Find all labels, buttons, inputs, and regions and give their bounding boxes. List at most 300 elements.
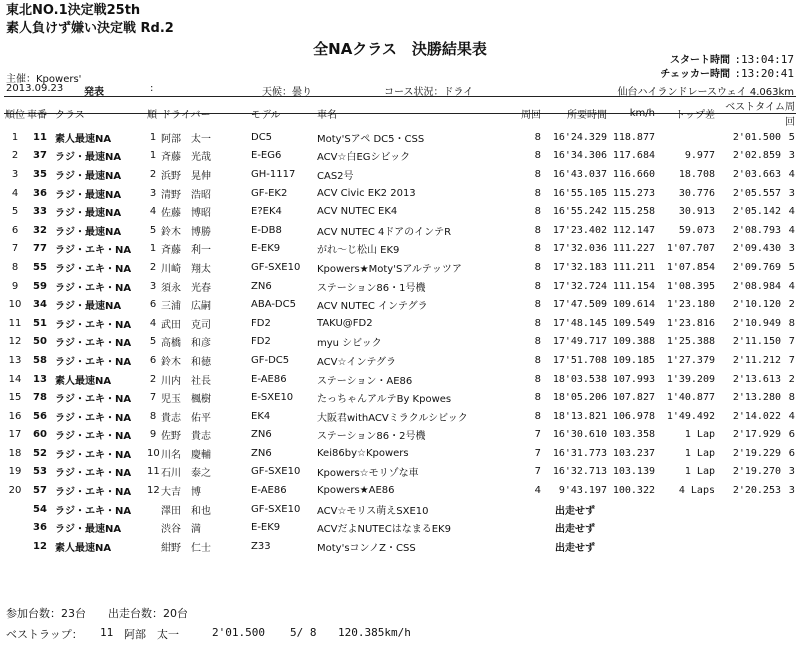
cell-laps: 8 bbox=[534, 224, 541, 236]
cell-best-lap-number: 3 bbox=[788, 466, 795, 478]
cell-car-name: ACVだよNUTECはなまるEK9 bbox=[317, 524, 451, 536]
cell-driver: 鈴木 博勝 bbox=[161, 226, 211, 238]
table-row bbox=[4, 370, 796, 389]
cell-best-lap-number: 2 bbox=[788, 373, 795, 385]
cell-total-time: 17'49.717 bbox=[552, 336, 607, 348]
cell-best-lap: 2'10.120 bbox=[732, 299, 781, 311]
cell-best-lap: 2'08.984 bbox=[732, 280, 781, 292]
cell-best-lap: 2'13.280 bbox=[732, 392, 781, 404]
cell-model: GF-EK2 bbox=[251, 187, 288, 199]
cell-best-lap: 2'10.949 bbox=[732, 317, 781, 329]
cell-model: Z33 bbox=[251, 540, 271, 552]
cell-class: ラジ・エキ・NA bbox=[55, 468, 132, 480]
cell-best-lap-number: 8 bbox=[788, 317, 795, 329]
cell-position bbox=[4, 518, 26, 537]
weather: 天候：曇り bbox=[262, 87, 312, 98]
cell-class: ラジ・最速NA bbox=[55, 301, 122, 313]
cell-car-name: ステーション86・1号機 bbox=[317, 282, 426, 294]
cell-position: 16 bbox=[8, 410, 22, 422]
cell-class: ラジ・エキ・NA bbox=[55, 487, 132, 499]
cell-total-time: 18'03.538 bbox=[552, 373, 607, 385]
cell-class-position: 1 bbox=[149, 243, 157, 255]
cell-class: ラジ・最速NA bbox=[55, 152, 122, 164]
col-header: km/h bbox=[629, 107, 655, 119]
cell-gap: 1'23.816 bbox=[666, 317, 715, 329]
cell-car-number: 36 bbox=[33, 187, 47, 199]
cell-class: ラジ・エキ・NA bbox=[55, 505, 132, 517]
cell-best-lap: 2'01.500 bbox=[732, 131, 781, 143]
cell-total-time: 16'43.037 bbox=[552, 168, 607, 180]
cell-model: ZN6 bbox=[251, 280, 272, 292]
start-time-value: :13:04:17 bbox=[734, 53, 794, 66]
cell-speed: 111.154 bbox=[612, 280, 655, 292]
cell-car-name: ACV☆白EGシビック bbox=[317, 152, 411, 164]
cell-car-number: 54 bbox=[33, 503, 47, 515]
cell-model: E-SXE10 bbox=[251, 392, 294, 404]
col-header: トップ差 bbox=[675, 109, 715, 121]
cell-total-time: 16'34.306 bbox=[552, 150, 607, 162]
cell-model: GF-SXE10 bbox=[251, 503, 301, 515]
col-header: 周回 bbox=[521, 109, 541, 121]
cell-position bbox=[4, 537, 26, 556]
cell-best-lap: 2'09.430 bbox=[732, 243, 781, 255]
cell-speed: 109.388 bbox=[612, 336, 655, 348]
checker-time bbox=[650, 67, 794, 82]
cell-gap: 1'07.854 bbox=[666, 261, 715, 273]
cell-best-lap: 2'03.663 bbox=[732, 168, 781, 180]
header-row bbox=[4, 98, 796, 128]
cell-speed: 118.877 bbox=[612, 131, 655, 143]
cell-gap: 1 Lap bbox=[684, 429, 715, 441]
cell-class: ラジ・最速NA bbox=[55, 208, 122, 220]
checker-time-value: :13:20:41 bbox=[734, 67, 794, 80]
cell-laps: 8 bbox=[534, 280, 541, 292]
cell-best-lap: 2'14.022 bbox=[732, 410, 781, 422]
header-rule-top bbox=[4, 96, 796, 97]
cell-position: 6 bbox=[11, 224, 19, 236]
col-header: ドライバー bbox=[161, 109, 211, 121]
cell-total-time: 17'32.036 bbox=[552, 243, 607, 255]
table-row bbox=[4, 518, 796, 537]
cell-laps: 8 bbox=[534, 131, 541, 143]
cell-position: 20 bbox=[8, 485, 22, 497]
cell-car-number: 78 bbox=[33, 392, 47, 404]
cell-driver: 大吉 博 bbox=[161, 487, 201, 499]
cell-car-name: Kei86by☆Kpowers bbox=[317, 447, 409, 459]
cell-best-lap: 2'13.613 bbox=[732, 373, 781, 385]
cell-position: 14 bbox=[8, 373, 22, 385]
cell-best-lap-number: 7 bbox=[788, 336, 795, 348]
cell-class: ラジ・エキ・NA bbox=[55, 412, 132, 424]
cell-best-lap-number: 4 bbox=[788, 206, 795, 218]
cell-driver: 斉藤 光哉 bbox=[161, 152, 211, 164]
circuit: 仙台ハイランドレースウェイ 4.063km bbox=[617, 87, 794, 98]
cell-best-lap-number: 4 bbox=[788, 224, 795, 236]
cell-class: ラジ・エキ・NA bbox=[55, 263, 132, 275]
cell-driver: 清野 浩昭 bbox=[161, 189, 211, 201]
cell-speed bbox=[608, 537, 656, 556]
cell-best-lap: 2'11.150 bbox=[732, 336, 781, 348]
cell-position: 7 bbox=[11, 243, 19, 255]
cell-class-position: 1 bbox=[149, 150, 157, 162]
cell-car-number: 32 bbox=[33, 224, 47, 236]
col-header: 所要時間 bbox=[567, 109, 607, 121]
cell-laps: 8 bbox=[534, 410, 541, 422]
cell-position: 15 bbox=[8, 392, 22, 404]
cell-gap: 1'27.379 bbox=[666, 354, 715, 366]
cell-total-time: 16'24.329 bbox=[552, 131, 607, 143]
cell-speed bbox=[608, 518, 656, 537]
cell-class-position: 2 bbox=[149, 168, 157, 180]
cell-class-position bbox=[146, 500, 160, 519]
cell-laps: 8 bbox=[534, 336, 541, 348]
cell-total-time: 17'47.509 bbox=[552, 299, 607, 311]
cell-best-lap-number: 5 bbox=[788, 261, 795, 273]
date: 2013.09.23 bbox=[6, 83, 64, 94]
table-row bbox=[4, 314, 796, 333]
cell-car-number: 34 bbox=[33, 299, 47, 311]
cell-laps: 8 bbox=[534, 243, 541, 255]
cell-model: E-EK9 bbox=[251, 243, 281, 255]
cell-position: 12 bbox=[8, 336, 22, 348]
cell-total-time: 16'32.713 bbox=[552, 466, 607, 478]
cell-class: ラジ・エキ・NA bbox=[55, 431, 132, 443]
organizer: 主催：Kpowers' bbox=[6, 74, 82, 85]
table-row bbox=[4, 221, 796, 240]
cell-gap: 1 Lap bbox=[684, 466, 715, 478]
results-table bbox=[4, 98, 796, 556]
cell-class: ラジ・エキ・NA bbox=[55, 449, 132, 461]
table-row bbox=[4, 463, 796, 482]
cell-class-position bbox=[146, 537, 160, 556]
best-lap-driver: 阿部 太一 bbox=[124, 628, 179, 641]
cell-class-position: 8 bbox=[149, 410, 157, 422]
cell-laps: 7 bbox=[534, 447, 541, 459]
cell-class-position: 1 bbox=[149, 131, 157, 143]
cell-model: GF-DC5 bbox=[251, 354, 290, 366]
cell-car-number: 59 bbox=[33, 280, 47, 292]
table-row bbox=[4, 147, 796, 166]
table-row bbox=[4, 240, 796, 259]
cell-model: FD2 bbox=[251, 317, 271, 329]
cell-best-lap: 2'11.212 bbox=[732, 354, 781, 366]
table-row bbox=[4, 500, 796, 519]
cell-best-lap: 2'20.253 bbox=[732, 485, 781, 497]
cell-best-lap-number: 2 bbox=[788, 299, 795, 311]
cell-speed: 111.211 bbox=[612, 261, 655, 273]
cell-car-name: ACV NUTEC インテグラ bbox=[317, 301, 428, 313]
cell-speed: 112.147 bbox=[612, 224, 655, 236]
cell-driver: 石川 泰之 bbox=[161, 468, 211, 480]
cell-position: 10 bbox=[8, 299, 22, 311]
col-header: モデル bbox=[251, 109, 281, 121]
cell-car-name: Kpowers☆モリゾな車 bbox=[317, 468, 419, 480]
table-row bbox=[4, 388, 796, 407]
cell-gap: 1'07.707 bbox=[666, 243, 715, 255]
cell-model: EK4 bbox=[251, 410, 271, 422]
cell-best-lap: 2'17.929 bbox=[732, 429, 781, 441]
cell-gap: 1'39.209 bbox=[666, 373, 715, 385]
col-header: クラス bbox=[55, 109, 85, 121]
table-row bbox=[4, 351, 796, 370]
cell-car-number: 77 bbox=[33, 243, 47, 255]
cell-best-lap-number: 6 bbox=[788, 429, 795, 441]
cell-driver: 浜野 晃伸 bbox=[161, 170, 211, 182]
best-lap-car-no: 11 bbox=[100, 626, 114, 639]
cell-total-time: 17'51.708 bbox=[552, 354, 607, 366]
cell-driver: 川内 社長 bbox=[161, 375, 211, 387]
cell-class-position: 2 bbox=[149, 261, 157, 273]
cell-class: ラジ・エキ・NA bbox=[55, 338, 132, 350]
start-time-label: スタート時間 bbox=[670, 55, 730, 66]
cell-car-name: Moty'Sアペ DC5・CSS bbox=[317, 133, 425, 145]
cell-class: ラジ・エキ・NA bbox=[55, 319, 132, 331]
cell-speed: 115.273 bbox=[612, 187, 655, 199]
best-lap-label: ベストラップ： bbox=[6, 628, 83, 641]
cell-gap: 30.776 bbox=[678, 187, 715, 199]
table-row bbox=[4, 444, 796, 463]
start-time bbox=[650, 53, 794, 68]
cell-model: FD2 bbox=[251, 336, 271, 348]
cell-laps bbox=[514, 518, 542, 537]
cell-gap: 18.708 bbox=[678, 168, 715, 180]
table-row bbox=[4, 537, 796, 556]
cell-car-name: ACV☆インテグラ bbox=[317, 356, 397, 368]
cell-car-name: ステーション・AE86 bbox=[317, 375, 413, 387]
table-row bbox=[4, 165, 796, 184]
cell-driver: 佐藤 博昭 bbox=[161, 208, 211, 220]
event-title: 東北NO.1決定戦25th bbox=[6, 3, 141, 18]
cell-class: ラジ・エキ・NA bbox=[55, 356, 132, 368]
cell-laps: 8 bbox=[534, 206, 541, 218]
cell-gap: 30.913 bbox=[678, 206, 715, 218]
cell-driver: 須永 光春 bbox=[161, 282, 211, 294]
cell-class: 素人最速NA bbox=[55, 542, 112, 554]
cell-class-position: 2 bbox=[149, 373, 157, 385]
cell-car-number: 57 bbox=[33, 485, 47, 497]
cell-total-time: 9'43.197 bbox=[558, 485, 607, 497]
page-title: 全NAクラス 決勝結果表 bbox=[313, 40, 487, 58]
cell-position: 3 bbox=[11, 168, 19, 180]
event-subtitle: 素人負けず嫌い決定戦 Rd.2 bbox=[6, 21, 174, 36]
cell-best-lap-number: 4 bbox=[788, 410, 795, 422]
cell-class-position: 3 bbox=[149, 187, 157, 199]
cell-car-name: ステーション86・2号機 bbox=[317, 431, 426, 443]
cell-class-position: 12 bbox=[147, 485, 160, 497]
cell-gap: 1'08.395 bbox=[666, 280, 715, 292]
table-row bbox=[4, 333, 796, 352]
cell-class-position: 4 bbox=[149, 206, 157, 218]
announce-colon: : bbox=[150, 83, 154, 94]
cell-total-time: 17'32.183 bbox=[552, 261, 607, 273]
cell-best-lap-number: 3 bbox=[788, 485, 795, 497]
cell-driver: 高橋 和彦 bbox=[161, 338, 211, 350]
cell-best-lap-number bbox=[782, 500, 796, 519]
table-row bbox=[4, 184, 796, 203]
cell-gap bbox=[656, 518, 716, 537]
cell-car-name: myu シビック bbox=[317, 338, 382, 350]
cell-driver: 川名 慶輔 bbox=[161, 449, 211, 461]
cell-position: 2 bbox=[11, 150, 19, 162]
cell-class-position: 9 bbox=[149, 429, 157, 441]
cell-gap bbox=[656, 128, 716, 147]
table-row bbox=[4, 481, 796, 500]
cell-total-time: 17'48.145 bbox=[552, 317, 607, 329]
cell-model: DC5 bbox=[251, 131, 273, 143]
cell-class-position: 6 bbox=[149, 299, 157, 311]
cell-car-number: 50 bbox=[33, 336, 47, 348]
cell-class-position bbox=[146, 518, 160, 537]
cell-car-name: がれ～じ松山 EK9 bbox=[317, 245, 400, 257]
cell-laps: 7 bbox=[534, 429, 541, 441]
cell-total-time: 18'13.821 bbox=[552, 410, 607, 422]
col-header: 車番 bbox=[27, 109, 47, 121]
cell-total-time: 出走せず bbox=[555, 505, 595, 517]
cell-driver: 鈴木 和徳 bbox=[161, 356, 211, 368]
cell-class: ラジ・エキ・NA bbox=[55, 394, 132, 406]
cell-car-name: Kpowers★AE86 bbox=[317, 485, 395, 497]
cell-laps: 8 bbox=[534, 168, 541, 180]
cell-driver: 紺野 仁士 bbox=[161, 542, 211, 554]
cell-speed: 109.549 bbox=[612, 317, 655, 329]
cell-class: ラジ・エキ・NA bbox=[55, 282, 132, 294]
cell-gap: 4 Laps bbox=[678, 485, 715, 497]
table-row bbox=[4, 277, 796, 296]
cell-total-time: 18'05.206 bbox=[552, 392, 607, 404]
cell-gap: 1'40.877 bbox=[666, 392, 715, 404]
cell-class: 素人最速NA bbox=[55, 133, 112, 145]
col-header: 順 bbox=[147, 109, 157, 121]
cell-best-lap-number: 3 bbox=[788, 150, 795, 162]
table-row bbox=[4, 295, 796, 314]
cell-driver: 武田 克司 bbox=[161, 319, 211, 331]
cell-gap: 59.073 bbox=[678, 224, 715, 236]
cell-laps: 8 bbox=[534, 392, 541, 404]
cell-driver: 貴志 佑平 bbox=[161, 412, 211, 424]
cell-best-lap: 2'02.859 bbox=[732, 150, 781, 162]
cell-gap: 1'49.492 bbox=[666, 410, 715, 422]
cell-model: E-AE86 bbox=[251, 373, 287, 385]
cell-car-number: 37 bbox=[33, 150, 47, 162]
cell-gap: 9.977 bbox=[684, 150, 715, 162]
cell-car-number: 13 bbox=[33, 373, 47, 385]
cell-class: ラジ・最速NA bbox=[55, 170, 122, 182]
cell-position: 17 bbox=[8, 429, 22, 441]
table-row bbox=[4, 258, 796, 277]
cell-total-time: 16'55.105 bbox=[552, 187, 607, 199]
cell-class: ラジ・エキ・NA bbox=[55, 245, 132, 257]
cell-total-time: 16'55.242 bbox=[552, 206, 607, 218]
col-header: 車名 bbox=[317, 109, 337, 121]
cell-speed: 106.978 bbox=[612, 410, 655, 422]
cell-class-position: 10 bbox=[147, 447, 160, 459]
cell-speed: 100.322 bbox=[612, 485, 655, 497]
cell-car-name: ACV NUTEC 4ドアのインテR bbox=[317, 226, 452, 238]
table-row bbox=[4, 202, 796, 221]
cell-model: E?EK4 bbox=[251, 206, 282, 218]
cell-car-name: TAKU@FD2 bbox=[317, 317, 373, 329]
col-header: 順位 bbox=[5, 109, 25, 121]
cell-laps: 8 bbox=[534, 373, 541, 385]
cell-car-name: Kpowers★Moty'Sアルテッツア bbox=[317, 263, 462, 275]
cell-model: ABA-DC5 bbox=[251, 299, 296, 311]
cell-total-time: 出走せず bbox=[555, 524, 595, 536]
cell-car-number: 56 bbox=[33, 410, 47, 422]
cell-speed: 109.185 bbox=[612, 354, 655, 366]
cell-gap: 1 Lap bbox=[684, 447, 715, 459]
cell-laps: 8 bbox=[534, 354, 541, 366]
cell-model: GF-SXE10 bbox=[251, 466, 301, 478]
cell-car-number: 53 bbox=[33, 466, 47, 478]
cell-best-lap: 2'09.769 bbox=[732, 261, 781, 273]
entries-summary: 参加台数：23台 出走台数：20台 bbox=[6, 607, 188, 620]
cell-laps: 8 bbox=[534, 299, 541, 311]
table-row bbox=[4, 426, 796, 445]
cell-best-lap-number: 5 bbox=[788, 131, 795, 143]
cell-total-time: 出走せず bbox=[555, 542, 595, 554]
cell-total-time: 17'23.402 bbox=[552, 224, 607, 236]
cell-position: 13 bbox=[8, 354, 22, 366]
cell-speed: 117.684 bbox=[612, 150, 655, 162]
cell-car-name: ACV Civic EK2 2013 bbox=[317, 187, 416, 199]
cell-total-time: 16'31.773 bbox=[552, 447, 607, 459]
course-condition: コース状況：ドライ bbox=[384, 87, 474, 98]
cell-class-position: 5 bbox=[149, 224, 157, 236]
cell-position: 8 bbox=[11, 261, 19, 273]
cell-class-position: 5 bbox=[149, 336, 157, 348]
cell-model: E-EG6 bbox=[251, 150, 282, 162]
best-lap-speed: 120.385km/h bbox=[338, 626, 411, 639]
cell-speed bbox=[608, 500, 656, 519]
cell-class: 素人最速NA bbox=[55, 375, 112, 387]
cell-model: E-AE86 bbox=[251, 485, 287, 497]
cell-laps: 8 bbox=[534, 261, 541, 273]
cell-model: ZN6 bbox=[251, 429, 272, 441]
cell-driver: 三浦 広嗣 bbox=[161, 301, 211, 313]
cell-car-name: Moty'sコンノZ・CSS bbox=[317, 542, 416, 554]
cell-car-number: 52 bbox=[33, 447, 47, 459]
cell-speed: 116.660 bbox=[612, 168, 655, 180]
cell-car-number: 35 bbox=[33, 168, 47, 180]
cell-car-number: 55 bbox=[33, 261, 47, 273]
cell-best-lap: 2'19.270 bbox=[732, 466, 781, 478]
cell-position: 19 bbox=[8, 466, 22, 478]
cell-car-number: 12 bbox=[33, 540, 47, 552]
announce-label: 発表 bbox=[84, 87, 104, 98]
cell-car-name: ACV NUTEC EK4 bbox=[317, 206, 398, 218]
cell-best-lap bbox=[716, 500, 782, 519]
cell-class: ラジ・最速NA bbox=[55, 226, 122, 238]
cell-speed: 103.358 bbox=[612, 429, 655, 441]
cell-gap: 1'23.180 bbox=[666, 299, 715, 311]
cell-best-lap-number: 3 bbox=[788, 187, 795, 199]
cell-best-lap: 2'08.793 bbox=[732, 224, 781, 236]
cell-speed: 111.227 bbox=[612, 243, 655, 255]
cell-class-position: 11 bbox=[147, 466, 160, 478]
cell-driver: 澤田 和也 bbox=[161, 505, 211, 517]
cell-driver: 阿部 太一 bbox=[161, 133, 211, 145]
cell-total-time: 17'32.724 bbox=[552, 280, 607, 292]
cell-driver: 渋谷 満 bbox=[161, 524, 201, 536]
cell-car-number: 33 bbox=[33, 206, 47, 218]
cell-car-name: CAS2号 bbox=[317, 170, 354, 182]
cell-car-number: 60 bbox=[33, 429, 47, 441]
cell-class-position: 7 bbox=[149, 392, 157, 404]
col-header: ベストタイム周回 bbox=[725, 102, 795, 128]
table-row bbox=[4, 128, 796, 147]
cell-model: E-EK9 bbox=[251, 522, 281, 534]
cell-best-lap: 2'05.557 bbox=[732, 187, 781, 199]
